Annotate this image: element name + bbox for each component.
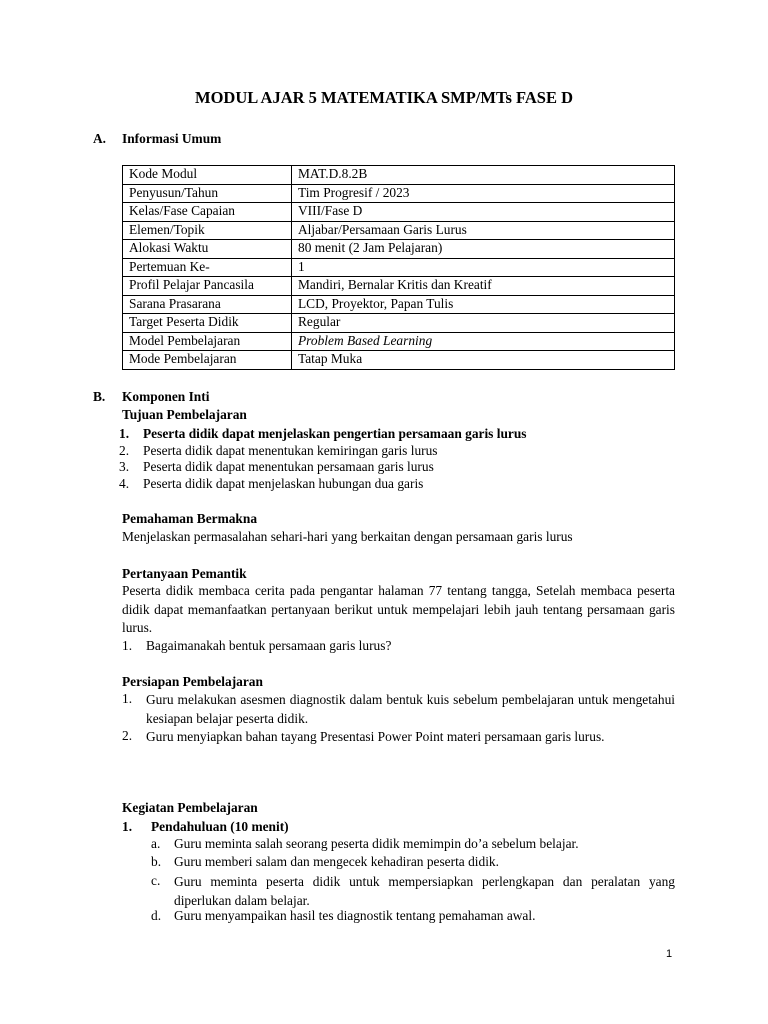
table-key: Sarana Prasarana [123,295,292,314]
list-item: Bagaimanakah bentuk persamaan garis lurus? [146,638,392,653]
list-item-number: 1. [122,638,133,653]
table-key: Penyusun/Tahun [123,184,292,203]
section-a-heading: Informasi Umum [122,131,222,146]
table-row [123,314,675,333]
table-value: Mandiri, Bernalar Kritis dan Kreatif [292,277,675,296]
kegiatan-sub-number: 1. [122,819,133,834]
page-number: 1 [666,948,673,960]
list-item-number: 1. [122,691,133,706]
section-a-marker: A. [93,131,107,146]
table-key: Profil Pelajar Pancasila [123,277,292,296]
table-row [123,258,675,277]
table-row [123,166,675,185]
table-row [123,332,675,351]
table-row [123,277,675,296]
list-item: Guru menyiapkan bahan tayang Presentasi Power Point materi persamaan garis lurus. [146,729,605,744]
table-row [123,203,675,222]
table-value: Tim Progresif / 2023 [292,184,675,203]
list-item-number: 1. [119,426,130,441]
table-key: Kelas/Fase Capaian [123,203,292,222]
table-value: Problem Based Learning [292,332,675,351]
persiapan-heading: Persiapan Pembelajaran [122,674,263,689]
table-row [123,184,675,203]
pertanyaan-heading: Pertanyaan Pemantik [122,566,247,581]
list-item: Guru meminta peserta didik untuk mempersiapkan perlengkapan dan peralatan yang diperlukan dalam belajar. [174,874,675,908]
table-key: Pertemuan Ke- [123,258,292,277]
list-item: Peserta didik dapat menentukan kemiringan garis lurus [143,443,438,458]
list-item: Guru meminta salah seorang peserta didik memimpin do’a sebelum belajar. [174,836,579,851]
table-value: LCD, Proyektor, Papan Tulis [292,295,675,314]
list-item: Guru memberi salam dan mengecek kehadiran peserta didik. [174,854,499,869]
document-title: MODUL AJAR 5 MATEMATIKA SMP/MTs FASE D [195,88,573,107]
table-row [123,221,675,240]
list-item: Peserta didik dapat menentukan persamaan garis lurus [143,459,434,474]
list-item-letter: b. [151,854,162,869]
kegiatan-heading: Kegiatan Pembelajaran [122,800,258,815]
table-value: 1 [292,258,675,277]
list-item-number: 2. [122,728,133,743]
table-value: Aljabar/Persamaan Garis Lurus [292,221,675,240]
table-key: Kode Modul [123,166,292,185]
pertanyaan-text: Peserta didik membaca cerita pada pengantar halaman 77 tentang tangga, Setelah membaca peserta didik dapat memanfaatkan pertanyaan berikut untuk mempelajari lebih jauh tentang persamaan garis lurus. [122,583,675,635]
table-key: Elemen/Topik [123,221,292,240]
list-item-number: 2. [119,443,130,458]
table-value: VIII/Fase D [292,203,675,222]
list-item-letter: c. [151,873,161,888]
table-key: Alokasi Waktu [123,240,292,259]
tujuan-heading: Tujuan Pembelajaran [122,407,247,422]
pemahaman-text: Menjelaskan permasalahan sehari-hari yang berkaitan dengan persamaan garis lurus [122,529,573,544]
table-key: Model Pembelajaran [123,332,292,351]
table-row [123,295,675,314]
table-key: Mode Pembelajaran [123,351,292,370]
section-b-marker: B. [93,389,106,404]
table-row [123,351,675,370]
table-value: Tatap Muka [292,351,675,370]
list-item-letter: d. [151,908,162,923]
table-row [123,240,675,259]
list-item-letter: a. [151,836,161,851]
info-table [122,165,675,370]
section-b-heading: Komponen Inti [122,389,210,404]
list-item-number: 3. [119,459,130,474]
table-key: Target Peserta Didik [123,314,292,333]
table-value: 80 menit (2 Jam Pelajaran) [292,240,675,259]
kegiatan-sub-heading: Pendahuluan (10 menit) [151,819,289,834]
pemahaman-heading: Pemahaman Bermakna [122,511,258,526]
list-item: Peserta didik dapat menjelaskan hubungan dua garis [143,476,424,491]
table-value: MAT.D.8.2B [292,166,675,185]
list-item: Peserta didik dapat menjelaskan pengertian persamaan garis lurus [143,426,527,441]
list-item: Guru menyampaikan hasil tes diagnostik tentang pemahaman awal. [174,908,536,923]
list-item: Guru melakukan asesmen diagnostik dalam bentuk kuis sebelum pembelajaran untuk mengetahui kesiapan belajar peserta didik. [146,692,675,726]
table-value: Regular [292,314,675,333]
list-item-number: 4. [119,476,130,491]
